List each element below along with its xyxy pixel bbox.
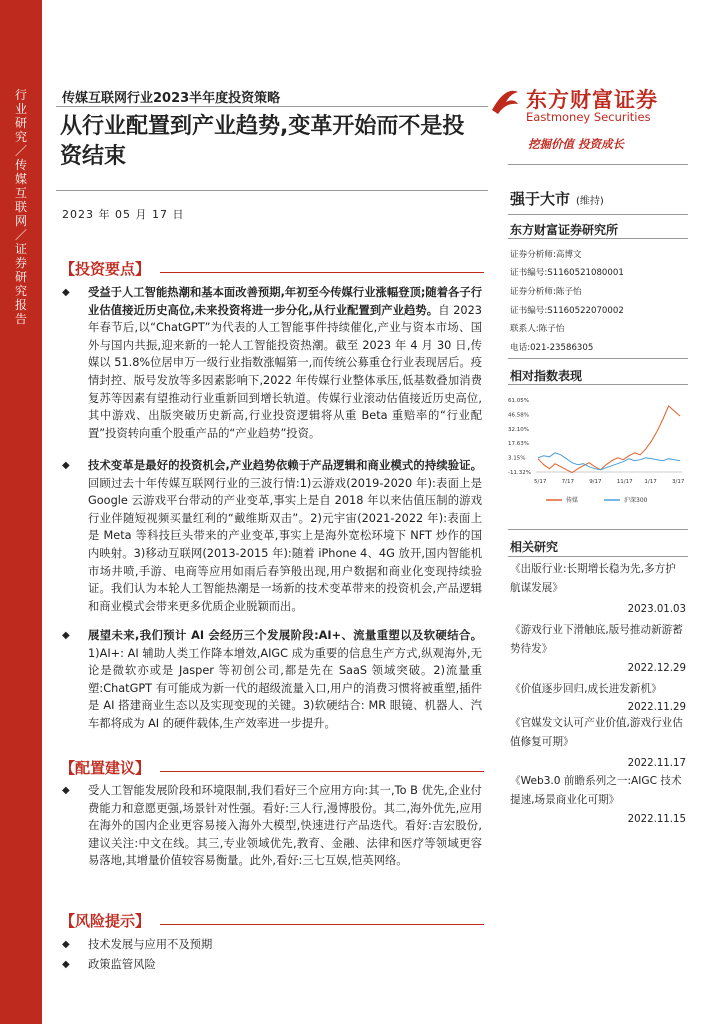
divider [56, 190, 488, 191]
analyst-info: 电话:021-23586305 [510, 343, 594, 353]
allocation-text: 受人工智能发展阶段和环境限制,我们看好三个应用方向:其一,To B 优先,企业付费能力和意愿更强,场景针对性强。看好:三人行,漫博股份。其二,海外优先,应用在海外的国内企业更容易接入海外大模型,快速进行产品迭代。看好:吉宏股份,建议关注:中文在线。其三,专业领域优先,教育、金融、法律和医疗等领域更容易落地,其增量价值较容易衡量。此外,看好:三七互娱,恺英网络。 [88, 784, 482, 868]
x-tick-label: 1/17 [644, 479, 657, 485]
bullet-allocation [62, 782, 482, 870]
related-item[interactable] [510, 680, 686, 713]
brand-name-en: Eastmoney Securities [526, 110, 651, 124]
analyst-info: 联系人:陈子怡 [510, 324, 565, 334]
divider [508, 384, 688, 385]
bullet-1-text: 自 2023 年春节后,以“ChatGPT”为代表的人工智能事件持续催化,产业与资本市场、国外与国内共振,迎来新的一轮人工智能投资热潮。截至 2023 年 4 月 30 日,传媒以 51.8%位居申万一级行业指数涨幅第一,而传统公募重仓行业表现居后。疫情封控、版号发放等多因素影响下,2022 年传媒行业整体承压,低基数叠加消费复苏等因素有望推动行业重新回到增长轨道。传媒行业滚动估值接近历史高位,其中游戏、出版突破历史新高,行业投资逻辑将从重 Beta 重赔率的“行业配置”投资转向重个股重产品的“产业趋势”投资。 [88, 303, 482, 440]
divider [508, 556, 688, 557]
section-allocation [60, 757, 484, 779]
divider [56, 106, 488, 107]
section-investment-points [60, 258, 484, 280]
y-tick-label: 3.15% [508, 455, 526, 462]
legend-label: 沪深300 [624, 497, 648, 504]
chart-section-title: 相对指数表现 [510, 369, 583, 383]
bullet-3-text: 1)AI+: AI 辅助人类工作降本增效,AIGC 成为重要的信息生产方式,纵观海外,无论是微软亦或是 Jasper 等初创公司,都是先在 SaaS 领域突破。2)流量重塑:ChatGPT 有可能成为新一代的超级流量入口,用户的消费习惯将被重塑,插件是 AI 搭建商业生态以及实现变现的关键。3)软硬结合: MR 眼镜、机器人、汽车都将成为 AI 的硬件载体,生产效率进一步提升。 [88, 646, 482, 730]
bullet-risk-1 [62, 936, 482, 954]
related-title[interactable]: 《Web3.0 前瞻系列之一:AIGC 技术提速,场景商业化可期》 [510, 775, 682, 806]
legend-label: 传媒 [566, 497, 579, 504]
series-line-hs300 [538, 453, 680, 470]
y-tick-label: 61.05% [508, 398, 529, 404]
diamond-bullet-icon: ◆ [62, 287, 70, 298]
related-date: 2023.01.03 [627, 604, 686, 615]
report-title: 从行业配置到产业趋势,变革开始而不是投资结束 [60, 114, 465, 169]
related-item[interactable] [510, 772, 686, 825]
related-research-title: 相关研究 [510, 540, 559, 554]
rating-main: 强于大市 [510, 190, 571, 208]
divider [508, 164, 688, 165]
analyst-info: 证券分析师:陈子怡 [510, 287, 582, 297]
diamond-bullet-icon: ◆ [62, 630, 70, 641]
x-tick-label: 9/17 [589, 479, 602, 485]
sidebar-band [0, 0, 42, 1024]
section-title: 【风险提示】 [60, 912, 151, 930]
x-tick-label: 3/17 [672, 479, 685, 485]
report-date: 2023 年 05 月 17 日 [62, 208, 185, 221]
eastmoney-logo-icon [488, 84, 522, 118]
report-subtitle: 传媒互联网行业2023半年度投资策略 [62, 91, 281, 106]
x-tick-label: 11/17 [616, 479, 633, 485]
related-title[interactable]: 《出版行业:长期增长稳为先,多方护航谋发展》 [510, 563, 676, 594]
risk-2-text: 政策监管风险 [88, 958, 156, 971]
related-item[interactable] [510, 560, 686, 615]
divider [508, 214, 688, 215]
section-risk [60, 910, 484, 932]
related-date: 2022.12.29 [627, 663, 686, 674]
brand-name-cn: 东方财富证券 [526, 88, 658, 112]
x-tick-label: 7/17 [561, 479, 574, 485]
bullet-3-bold: 展望未来,我们预计 AI 会经历三个发展阶段:AI+、流量重塑以及软硬结合。 [88, 629, 482, 642]
risk-1-text: 技术发展与应用不及预期 [88, 938, 213, 951]
bullet-2 [62, 457, 482, 615]
related-date: 2022.11.17 [627, 758, 686, 769]
section-title: 【投资要点】 [60, 260, 151, 278]
related-item[interactable] [510, 714, 686, 769]
diamond-bullet-icon: ◆ [62, 959, 70, 970]
divider [508, 238, 688, 239]
bullet-3 [62, 627, 482, 733]
y-tick-label: 32.10% [508, 426, 529, 433]
analyst-info: 证书编号:S1160522070002 [510, 306, 624, 316]
brand-slogan: 挖掘价值 投资成长 [528, 137, 625, 151]
brand-logo [488, 84, 664, 130]
analyst-info: 证书编号:S1160521080001 [510, 268, 624, 278]
bullet-1 [62, 284, 482, 442]
analyst-info: 证券分析师:高博文 [510, 250, 582, 260]
related-date: 2022.11.29 [627, 702, 686, 713]
diamond-bullet-icon: ◆ [62, 460, 70, 471]
related-item[interactable] [510, 621, 686, 674]
sidebar-vertical-text: 行业研究／传媒互联网／证券研究报告 [14, 88, 27, 326]
institute-name: 东方财富证券研究所 [510, 223, 619, 237]
y-tick-label: 46.58% [508, 412, 529, 419]
related-title[interactable]: 《官媒发文认可产业价值,游戏行业估值修复可期》 [510, 717, 683, 748]
bullet-1-bold: 受益于人工智能热潮和基本面改善预期,年初至今传媒行业涨幅登顶;随着各子行业估值接近历史高位,未来投资将进一步分化,从行业配置到产业趋势。 [88, 286, 482, 317]
bullet-2-bold: 技术变革是最好的投资机会,产业趋势依赖于产品逻辑和商业模式的持续验证。 [88, 459, 482, 472]
related-title[interactable]: 《游戏行业下滑触底,版号推动新游蓄势待发》 [510, 624, 683, 655]
related-date: 2022.11.15 [627, 814, 686, 825]
relative-performance-chart [506, 392, 688, 512]
y-tick-label: -11.32% [508, 470, 531, 476]
series-line-media [538, 406, 680, 473]
rating-note: (维持) [576, 196, 604, 207]
divider [508, 358, 688, 359]
diamond-bullet-icon: ◆ [62, 939, 70, 950]
section-title: 【配置建议】 [60, 759, 151, 777]
y-tick-label: 17.63% [508, 441, 529, 448]
rating [510, 188, 604, 209]
related-title[interactable]: 《价值逐步回归,成长进发新机》 [510, 683, 662, 695]
bullet-risk-2 [62, 956, 482, 974]
x-tick-label: 5/17 [534, 479, 547, 485]
divider [508, 529, 688, 530]
bullet-2-text: 回顾过去十年传媒互联网行业的三波行情:1)云游戏(2019-2020 年):表面上是 Google 云游戏平台带动的产业变革,事实上是自 2018 年以来估值压制的游戏行业伴随短视频买量红利的“戴维斯双击”。2)元宇宙(2021-2022 年):表面上是 Meta 等科技巨头带来的产业变革,事实上是海外宽松环境下 NFT 炒作的国内映射。3)移动互联网(2013-2015 年):随着 iPhone 4、4G 放开,国内智能机市场井喷,手游、电商等应用如雨后春笋般出现,用户数据和商业化变现持续验证。我们认为本轮人工智能热潮是一场新的技术变革带来的投资机会,产品逻辑和商业模式会带来更多优质企业脱颖而出。 [88, 476, 482, 613]
diamond-bullet-icon: ◆ [62, 785, 70, 796]
